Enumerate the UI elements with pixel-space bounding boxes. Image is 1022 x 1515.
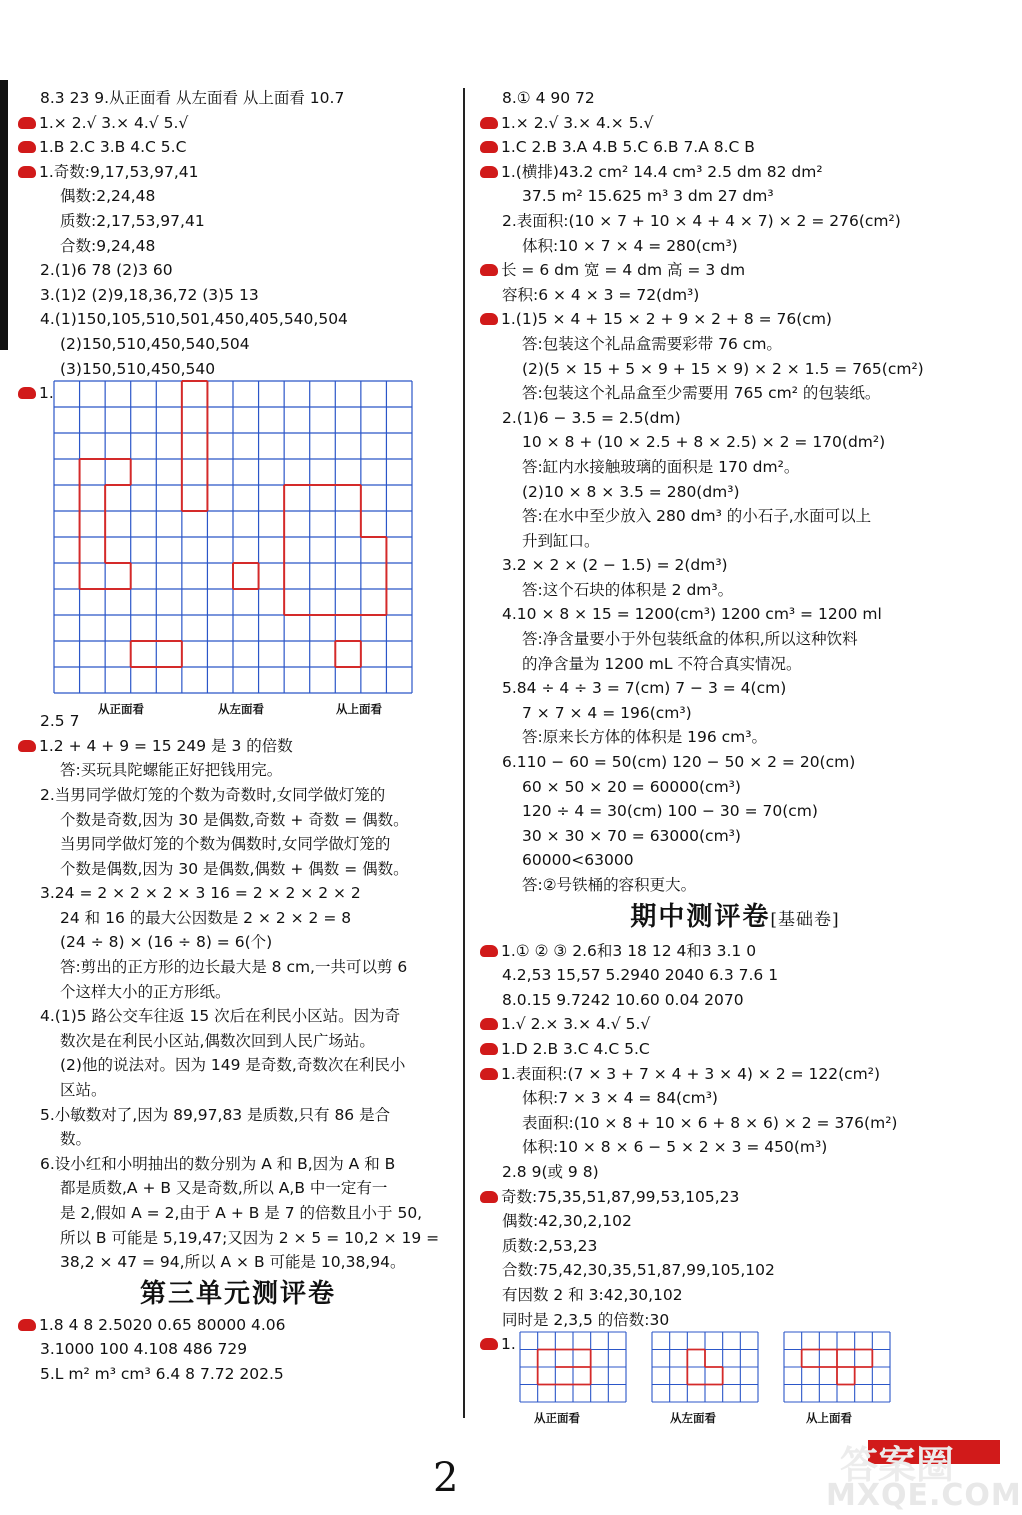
section-marker-icon	[480, 141, 498, 153]
answer-text: 2.(1)6 − 3.5 = 2.5(dm)	[502, 408, 681, 427]
page-number: 2	[433, 1455, 459, 1501]
right-column	[480, 86, 990, 1428]
answer-text: 数。	[60, 1130, 92, 1149]
answer-line	[18, 86, 458, 111]
answer-line	[480, 676, 990, 701]
answer-line	[18, 111, 458, 136]
answer-line	[480, 258, 990, 283]
answer-line	[18, 734, 458, 759]
answer-text: 2.当男同学做灯笼的个数为奇数时,女同学做灯笼的	[40, 785, 386, 804]
section-marker-icon	[480, 1043, 498, 1055]
answer-text: 1.√ 2.× 3.× 4.√ 5.√	[501, 1015, 651, 1034]
left-column	[18, 86, 458, 1387]
answer-line	[480, 873, 990, 898]
answer-text: 1.× 2.√ 3.× 4.√ 5.√	[39, 113, 189, 132]
answer-text: 2.(1)6 78 (2)3 60	[40, 261, 173, 280]
answer-line	[480, 1258, 990, 1283]
mini-caption-left: 从左面看	[670, 1411, 716, 1426]
answer-line	[18, 709, 458, 734]
answer-line	[18, 1078, 458, 1103]
answer-text: 60 × 50 × 20 = 60000(cm³)	[522, 777, 741, 796]
answer-text: 4.2,53 15,57 5.2940 2040 6.3 7.6 1	[502, 966, 779, 985]
section-marker-icon	[18, 740, 36, 752]
mini-grid-front	[520, 1332, 626, 1402]
answer-text: 所以 B 可能是 5,19,47;又因为 2 × 5 = 10,2 × 19 =	[60, 1228, 440, 1247]
answer-text: 1.① ② ③ 2.6和3 18 12 4和3 3.1 0	[501, 941, 757, 960]
answer-line	[18, 930, 458, 955]
answer-text: 37.5 m² 15.625 m³ 3 dm 27 dm³	[522, 187, 774, 206]
answer-line	[480, 701, 990, 726]
answer-text: 5.小敏数对了,因为 89,97,83 是质数,只有 86 是合	[40, 1105, 391, 1124]
answer-text: 10 × 8 + (10 × 2.5 + 8 × 2.5) × 2 = 170(dm²)	[522, 433, 886, 452]
answer-text: (2)(5 × 15 + 5 × 9 + 15 × 9) × 2 × 1.5 = 765(cm²)	[522, 359, 924, 378]
answer-line	[18, 1362, 458, 1387]
answer-text: 同时是 2,3,5 的倍数:30	[502, 1310, 670, 1329]
right-answers-top	[480, 86, 990, 898]
answer-line	[18, 857, 458, 882]
answer-line	[480, 775, 990, 800]
answer-line	[18, 955, 458, 980]
answer-line	[480, 406, 990, 431]
answer-text: 容积:6 × 4 × 3 = 72(dm³)	[502, 285, 700, 304]
answer-text: 4.(1)5 路公交车往返 15 次后在利民小区站。因为奇	[40, 1007, 401, 1026]
answer-line	[480, 1209, 990, 1234]
section-marker-icon	[18, 1319, 36, 1331]
answer-text: (2)10 × 8 × 3.5 = 280(dm³)	[522, 482, 740, 501]
section-marker-icon	[480, 945, 498, 957]
answer-line	[18, 906, 458, 931]
answer-text: 数次是在利民小区站,偶数次回到人民广场站。	[60, 1031, 375, 1050]
answer-text: 有因数 2 和 3:42,30,102	[502, 1285, 683, 1304]
mini-three-view-block	[480, 1332, 990, 1428]
answer-line	[18, 881, 458, 906]
answer-line	[18, 283, 458, 308]
answer-line	[480, 1111, 990, 1136]
answer-line	[18, 1337, 458, 1362]
answer-line	[480, 455, 990, 480]
answer-text: 答:这个石块的体积是 2 dm³。	[522, 580, 734, 599]
section-marker-icon	[18, 166, 36, 178]
answer-text: 都是质数,A + B 又是奇数,所以 A,B 中一定有一	[60, 1179, 388, 1198]
answer-text: 3.(1)2 (2)9,18,36,72 (3)5 13	[40, 285, 259, 304]
answer-text: 表面积:(10 × 8 + 10 × 6 + 8 × 6) × 2 = 376(m²)	[522, 1113, 898, 1132]
answer-line	[480, 1283, 990, 1308]
answer-line	[18, 1152, 458, 1177]
answer-text: 4.10 × 8 × 15 = 1200(cm³) 1200 cm³ = 1200 ml	[502, 605, 882, 624]
answer-text: (2)150,510,450,540,504	[60, 334, 250, 353]
answer-text: 答:②号铁桶的容积更大。	[522, 876, 697, 894]
answer-line	[18, 1250, 458, 1275]
answer-text: 答:包装这个礼品盒至少需要用 765 cm² 的包装纸。	[522, 384, 881, 403]
section-marker-icon	[480, 1068, 498, 1080]
answer-text: 2.8 9(或 9 8)	[502, 1162, 599, 1181]
answer-line	[18, 1053, 458, 1078]
answer-line	[480, 111, 990, 136]
answer-text: 偶数:2,24,48	[60, 187, 156, 206]
answer-line	[480, 357, 990, 382]
answer-line	[480, 529, 990, 554]
answer-text: 7 × 7 × 4 = 196(cm³)	[522, 703, 692, 722]
answer-text: 2.5 7	[40, 712, 80, 731]
answer-text: 5.L m² m³ cm³ 6.4 8 7.72 202.5	[40, 1364, 284, 1383]
answer-text: 120 ÷ 4 = 30(cm) 100 − 30 = 70(cm)	[522, 802, 818, 821]
left-answers-bottom	[18, 1313, 458, 1387]
answer-text: 质数:2,53,23	[502, 1236, 598, 1255]
answer-line	[18, 758, 458, 783]
answer-text: 答:剪出的正方形的边长最大是 8 cm,一共可以剪 6	[60, 958, 408, 977]
answer-text: 3.1000 100 4.108 486 729	[40, 1340, 248, 1359]
midterm-title-text: 期中测评卷	[630, 901, 771, 932]
answer-text: 质数:2,17,53,97,41	[60, 211, 205, 230]
answer-text: 答:缸内水接触玻璃的面积是 170 dm²。	[522, 457, 800, 476]
answer-text: 合数:75,42,30,35,51,87,99,105,102	[502, 1261, 775, 1280]
page-edge-strip	[0, 80, 8, 350]
answer-line	[480, 1234, 990, 1259]
answer-line	[18, 332, 458, 357]
answer-line	[480, 307, 990, 332]
answer-line	[18, 357, 458, 382]
answer-line	[480, 1012, 990, 1037]
answer-text: 合数:9,24,48	[60, 236, 156, 255]
section-marker-icon	[480, 1018, 498, 1030]
answer-text: (24 ÷ 8) × (16 ÷ 8) = 6(个)	[60, 933, 273, 952]
answer-text: 8.① 4 90 72	[502, 89, 595, 107]
answer-line	[18, 1004, 458, 1029]
mini-grid-label: 1.	[501, 1335, 516, 1354]
answer-text: 1.× 2.√ 3.× 4.× 5.√	[501, 113, 654, 132]
answer-text: 8.0.15 9.7242 10.60 0.04 2070	[502, 990, 744, 1009]
answer-text: 奇数:75,35,51,87,99,53,105,23	[501, 1187, 740, 1206]
answer-line	[18, 783, 458, 808]
answer-text: 1.表面积:(7 × 3 + 7 × 4 + 3 × 4) × 2 = 122(cm²)	[501, 1064, 881, 1083]
section-marker-icon	[18, 387, 36, 399]
left-answers-middle	[18, 709, 458, 1275]
answer-text: 是 2,假如 A = 2,由于 A + B 是 7 的倍数且小于 50,	[60, 1204, 423, 1222]
answer-text: 长 = 6 dm 宽 = 4 dm 高 = 3 dm	[501, 261, 746, 280]
section-marker-icon	[18, 117, 36, 129]
answer-line	[18, 808, 458, 833]
answer-line	[480, 209, 990, 234]
midterm-tag: [基础卷]	[770, 909, 840, 930]
answer-line	[480, 234, 990, 259]
answer-line	[480, 1037, 990, 1062]
answer-text: 6.设小红和小明抽出的数分别为 A 和 B,因为 A 和 B	[40, 1154, 396, 1173]
answer-line	[480, 135, 990, 160]
answer-line	[480, 1308, 990, 1333]
answer-line	[480, 848, 990, 873]
caption-top-view: 从上面看	[336, 702, 382, 717]
section-title-unit3: 第三单元测评卷	[139, 1278, 336, 1309]
answer-text: 3.2 × 2 × (2 − 1.5) = 2(dm³)	[502, 556, 728, 575]
answer-text: 1.8 4 8 2.5020 0.65 80000 4.06	[39, 1315, 286, 1334]
answer-text: 1.C 2.B 3.A 4.B 5.C 6.B 7.A 8.C B	[501, 138, 755, 157]
answer-text: (3)150,510,450,540	[60, 359, 216, 378]
answer-line	[18, 209, 458, 234]
answer-line	[480, 283, 990, 308]
section-marker-icon	[18, 141, 36, 153]
answer-text: 升到缸口。	[522, 531, 600, 550]
answer-text: 答:在水中至少放入 280 dm³ 的小石子,水面可以上	[522, 507, 872, 526]
answer-line	[480, 939, 990, 964]
answer-text: 区站。	[60, 1081, 107, 1100]
section-marker-icon	[480, 117, 498, 129]
answer-line	[480, 480, 990, 505]
answer-line	[18, 1029, 458, 1054]
answer-line	[480, 553, 990, 578]
answer-text: 1.2 + 4 + 9 = 15 249 是 3 的倍数	[39, 736, 293, 755]
answer-text: 5.84 ÷ 4 ÷ 3 = 7(cm) 7 − 3 = 4(cm)	[502, 679, 787, 698]
answer-text: 2.表面积:(10 × 7 + 10 × 4 + 4 × 7) × 2 = 276(cm²)	[502, 211, 901, 230]
answer-line	[480, 963, 990, 988]
answer-text: 30 × 30 × 70 = 63000(cm³)	[522, 826, 741, 845]
three-view-grid-block	[18, 381, 458, 717]
answer-line	[18, 160, 458, 185]
answer-text: 4.(1)150,105,510,501,450,405,540,504	[40, 310, 348, 329]
answer-text: 1.B 2.C 3.B 4.C 5.C	[39, 138, 187, 157]
answer-line	[480, 602, 990, 627]
watermark-logo: 答案圈	[840, 1443, 955, 1487]
answer-line	[18, 1176, 458, 1201]
answer-text: 6.110 − 60 = 50(cm) 120 − 50 × 2 = 20(cm)	[502, 753, 856, 772]
answer-text: 答:买玩具陀螺能正好把钱用完。	[60, 761, 283, 780]
answer-line	[18, 1313, 458, 1338]
caption-front-view: 从正面看	[98, 702, 144, 717]
answer-line	[480, 332, 990, 357]
answer-text: 1.奇数:9,17,53,97,41	[39, 162, 199, 181]
answer-line	[18, 832, 458, 857]
answer-text: 答:原来长方体的体积是 196 cm³。	[522, 728, 767, 747]
section-marker-icon	[480, 313, 498, 325]
answer-text: 体积:7 × 3 × 4 = 84(cm³)	[522, 1089, 718, 1108]
answer-line	[18, 184, 458, 209]
answer-line	[18, 307, 458, 332]
grid-question-label: 1.	[39, 384, 54, 403]
answer-line	[18, 234, 458, 259]
answer-text: 体积:10 × 7 × 4 = 280(cm³)	[522, 236, 738, 255]
column-divider	[463, 88, 465, 1418]
answer-text: (2)他的说法对。因为 149 是奇数,奇数次在利民小	[60, 1056, 406, 1075]
answer-text: 个这样大小的正方形纸。	[60, 982, 231, 1001]
mini-caption-top: 从上面看	[806, 1411, 852, 1426]
answer-line	[480, 1062, 990, 1087]
answer-line	[18, 135, 458, 160]
answer-text: 的净含量为 1200 mL 不符合真实情况。	[522, 654, 802, 673]
answer-line	[480, 652, 990, 677]
answer-line	[480, 86, 990, 111]
answer-line	[18, 1127, 458, 1152]
three-view-grid	[54, 381, 412, 693]
mini-grid-top	[784, 1332, 890, 1402]
answer-text: 1.D 2.B 3.C 4.C 5.C	[501, 1039, 650, 1058]
mini-caption-front: 从正面看	[534, 1411, 580, 1426]
answer-text: 个数是偶数,因为 30 是偶数,偶数 + 偶数 = 偶数。	[60, 859, 409, 878]
answer-line	[480, 160, 990, 185]
left-answers-top	[18, 86, 458, 381]
answer-text: 答:净含量要小于外包装纸盒的体积,所以这种饮料	[522, 630, 858, 649]
answer-line	[18, 1226, 458, 1251]
answer-text: 个数是奇数,因为 30 是偶数,奇数 + 奇数 = 偶数。	[60, 810, 409, 829]
answer-line	[480, 184, 990, 209]
answer-text: 3.24 = 2 × 2 × 2 × 3 16 = 2 × 2 × 2 × 2	[40, 884, 361, 903]
answer-line	[480, 1185, 990, 1210]
answer-text: 体积:10 × 8 × 6 − 5 × 2 × 3 = 450(m³)	[522, 1138, 828, 1157]
answer-text: 1.(1)5 × 4 + 15 × 2 + 9 × 2 + 8 = 76(cm)	[501, 310, 832, 329]
section-marker-icon	[480, 264, 498, 276]
answer-text: 1.(横排)43.2 cm² 14.4 cm³ 2.5 dm 82 dm²	[501, 162, 823, 181]
answer-line	[18, 1201, 458, 1226]
section-marker-icon	[480, 1191, 498, 1203]
answer-line	[18, 980, 458, 1005]
answer-line	[480, 750, 990, 775]
answer-line	[480, 799, 990, 824]
answer-line	[480, 430, 990, 455]
mini-grid-left	[652, 1332, 758, 1402]
answer-text: 答:包装这个礼品盒需要彩带 76 cm。	[522, 334, 782, 353]
answer-line	[18, 258, 458, 283]
answer-line	[480, 988, 990, 1013]
section-title-midterm	[480, 898, 990, 939]
section-marker-icon	[480, 1338, 498, 1350]
answer-text: 当男同学做灯笼的个数为偶数时,女同学做灯笼的	[60, 835, 391, 854]
answer-line	[480, 1086, 990, 1111]
answer-line	[480, 1135, 990, 1160]
answer-line	[480, 627, 990, 652]
answer-text: 24 和 16 的最大公因数是 2 × 2 × 2 = 8	[60, 908, 352, 927]
answer-line	[480, 504, 990, 529]
answer-line	[480, 578, 990, 603]
caption-left-view: 从左面看	[218, 702, 264, 717]
answer-line	[18, 1103, 458, 1128]
watermark-text: MXQE.COM	[826, 1478, 1022, 1513]
answer-text: 8.3 23 9.从正面看 从左面看 从上面看 10.7	[40, 89, 345, 107]
right-answers-bottom	[480, 939, 990, 1333]
answer-text: 60000<63000	[522, 851, 634, 870]
answer-line	[480, 824, 990, 849]
answer-line	[480, 725, 990, 750]
answer-text: 38,2 × 47 = 94,所以 A × B 可能是 10,38,94。	[60, 1253, 406, 1272]
answer-line	[480, 381, 990, 406]
section-marker-icon	[480, 166, 498, 178]
answer-line	[480, 1160, 990, 1185]
answer-text: 偶数:42,30,2,102	[502, 1212, 632, 1231]
